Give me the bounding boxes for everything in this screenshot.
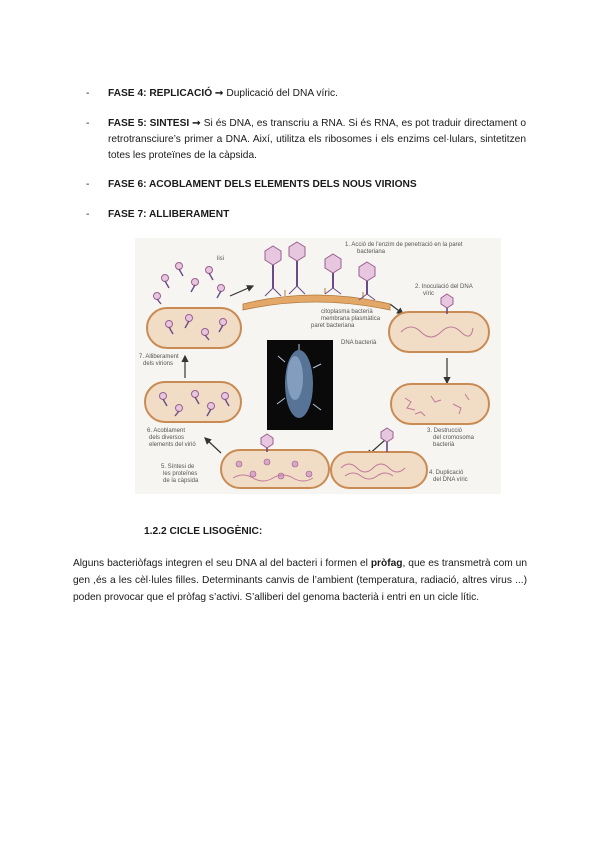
label-membrana: membrana plasmàtica <box>321 316 381 322</box>
section-heading: 1.2.2 CICLE LISOGÈNIC: <box>144 526 263 537</box>
cycle-arrow <box>205 438 221 453</box>
list-dash: - <box>86 118 90 129</box>
phase-title: FASE 6: ACOBLAMENT DELS ELEMENTS DELS NOUS VIRIONS <box>108 179 417 190</box>
bacterium-destruction <box>391 384 489 424</box>
label-step6-cont: dels diversos <box>149 435 185 441</box>
label-step4: 4. Duplicació <box>429 470 464 476</box>
list-item-phase-6 <box>86 177 526 193</box>
arrow-icon: ➞ <box>215 88 224 99</box>
cycle-arrow <box>230 286 253 296</box>
list-item-phase-4 <box>86 86 526 102</box>
label-step1-cont: bacteriana <box>357 249 386 255</box>
label-step6-cont2: elements del virió <box>149 442 196 448</box>
label-dna-bacteria: DNA bacterià <box>341 340 377 346</box>
phage-icon <box>289 242 305 294</box>
list-dash: - <box>86 88 90 99</box>
list-dash: - <box>86 209 90 220</box>
phage-icon <box>265 246 281 296</box>
phase-description: Si és DNA, es transcriu a RNA. Si és RNA, es pot traduir directament o retrotransciure’s primer a DNA. Així, utilitza els ribosomes i els enzims cel·lulars, sintetitzen totes les proteïnes de la càpsida. <box>108 118 526 161</box>
paragraph-bold-term: pròfag <box>370 558 403 569</box>
label-step5: 5. Síntesi de <box>161 464 195 470</box>
arrow-icon: ➞ <box>192 118 201 129</box>
label-step3-cont2: bacterià <box>433 442 455 448</box>
phase-title: FASE 4: REPLICACIÓ <box>108 88 213 99</box>
body-paragraph <box>73 555 527 606</box>
label-step4-cont: del DNA víric <box>433 477 468 483</box>
label-lisi: lisi <box>217 256 224 262</box>
list-item-phase-5 <box>86 116 526 164</box>
phage-icon <box>325 254 341 294</box>
bacterium-lysis <box>147 263 241 349</box>
bacterium-inoculation <box>389 294 489 352</box>
label-step3: 3. Destrucció <box>427 428 463 434</box>
list-item-phase-7 <box>86 207 526 223</box>
label-step2-cont: víric <box>423 291 434 297</box>
bacterium-release <box>145 382 241 422</box>
phase-title: FASE 7: ALLIBERAMENT <box>108 209 230 220</box>
phage-icon <box>359 262 375 300</box>
phase-title: FASE 5: SINTESI <box>108 118 190 129</box>
paragraph-text: Alguns bacteriòfags integren el seu DNA al del bacteri i formen el <box>73 558 371 569</box>
bacterium-synthesis <box>221 434 329 488</box>
label-step7: 7. Alliberament <box>139 354 179 360</box>
label-step2: 2. Inoculació del DNA <box>415 284 473 290</box>
lytic-cycle-figure <box>135 238 501 494</box>
label-step3-cont: del cromosoma <box>433 435 475 441</box>
label-step7-cont: dels virions <box>143 361 174 367</box>
phase-description: Duplicació del DNA víric. <box>223 88 338 99</box>
paragraph-text: , que es transmetrà com un gen ,és a les cèl·lules filles. Determinants canvis de l’ambient (temperatura, radiació, altres virus ...) poden provocar que el pròfag s’activi. S’alliberi del genoma bacterià i entri en un cicle lític. <box>73 558 527 603</box>
label-step1: 1. Acció de l'enzim de penetració en la paret <box>345 242 463 248</box>
micrograph-image <box>267 340 333 430</box>
list-dash: - <box>86 179 90 190</box>
label-step5-cont2: de la càpsida <box>163 478 199 484</box>
bacterium-duplication <box>331 428 427 488</box>
label-step5-cont: les proteïnes <box>163 471 198 477</box>
label-paret: paret bacteriana <box>311 323 355 329</box>
label-step6: 6. Acoblament <box>147 428 186 434</box>
label-citoplasma: citoplasma bacterià <box>321 309 373 315</box>
lytic-cycle-diagram <box>135 238 501 494</box>
